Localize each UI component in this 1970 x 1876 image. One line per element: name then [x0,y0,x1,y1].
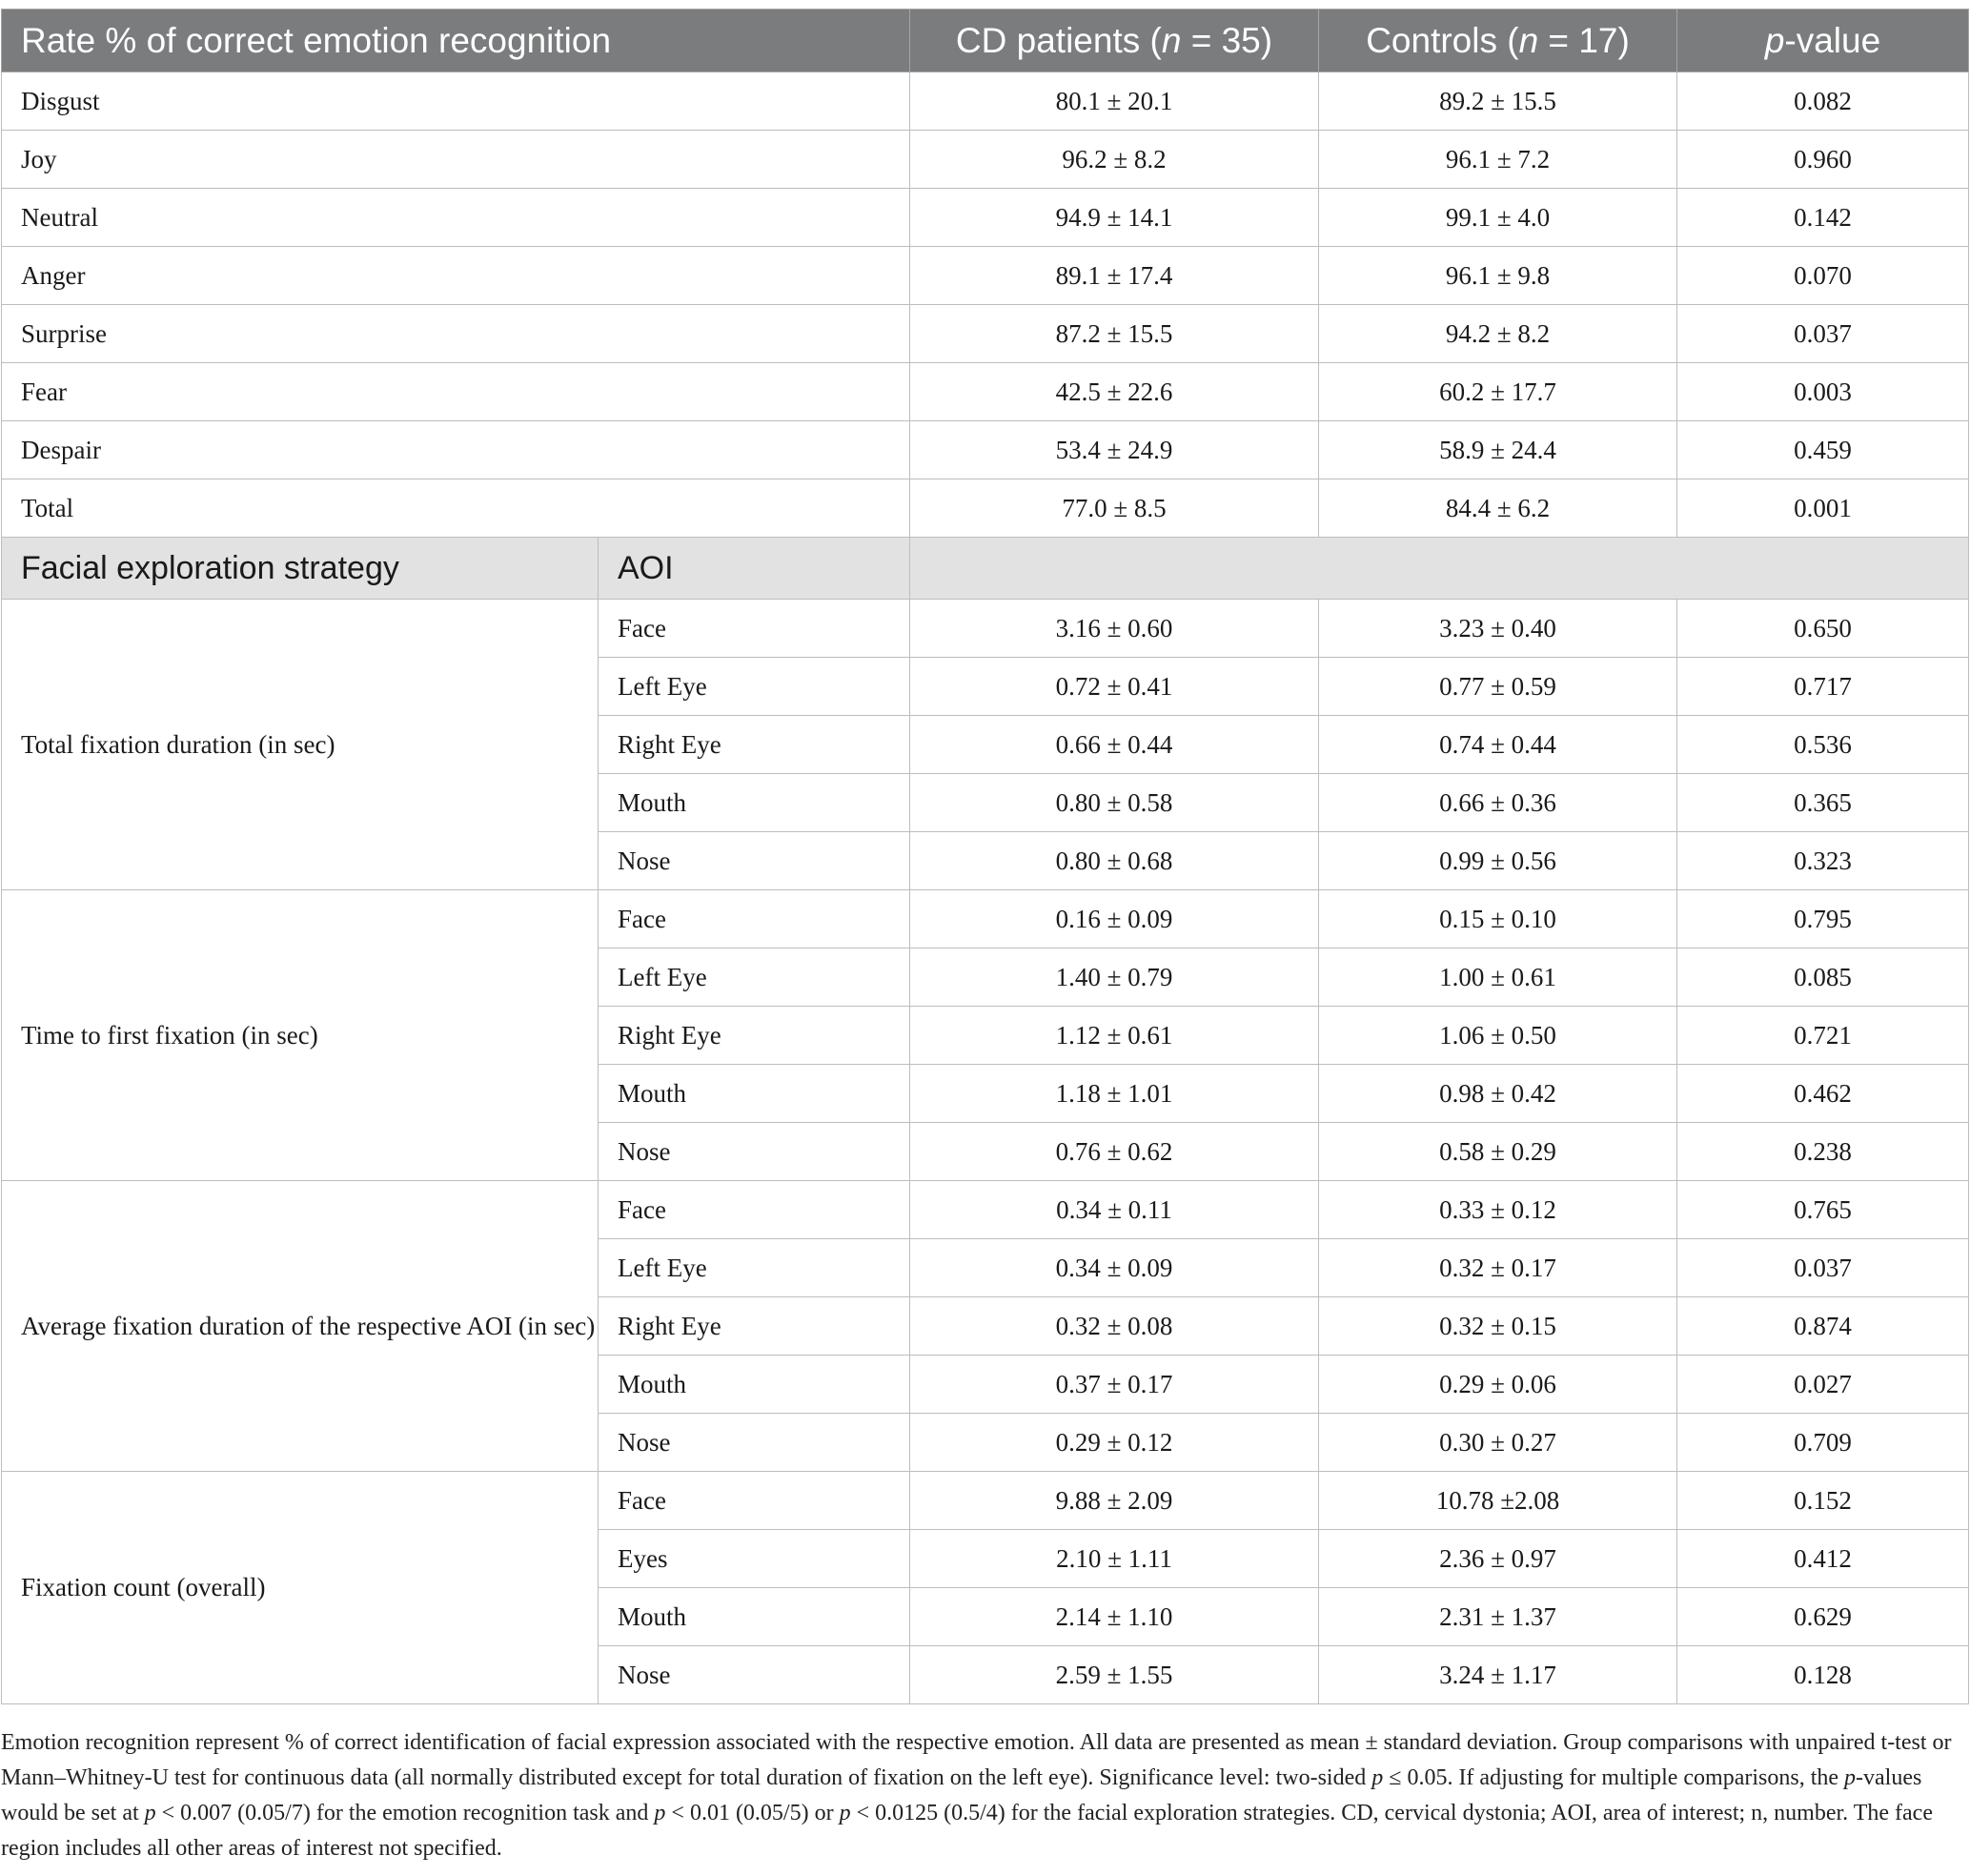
p-value: 0.085 [1677,948,1969,1007]
control-value: 3.24 ± 1.17 [1319,1646,1677,1704]
cd-value: 42.5 ± 22.6 [910,363,1319,421]
aoi-label: Right Eye [599,716,910,774]
control-value: 94.2 ± 8.2 [1319,305,1677,363]
cd-value: 1.12 ± 0.61 [910,1007,1319,1065]
emotion-row [2,247,1969,305]
control-value: 2.31 ± 1.37 [1319,1588,1677,1646]
aoi-label: Mouth [599,774,910,832]
control-value: 0.29 ± 0.06 [1319,1356,1677,1414]
cd-value: 0.34 ± 0.09 [910,1239,1319,1297]
cd-value: 53.4 ± 24.9 [910,421,1319,479]
p-value: 0.152 [1677,1472,1969,1530]
cd-value: 89.1 ± 17.4 [910,247,1319,305]
cd-value: 0.66 ± 0.44 [910,716,1319,774]
aoi-label: Mouth [599,1356,910,1414]
emotion-label: Anger [2,247,910,305]
strategy-label: Total fixation duration (in sec) [2,600,599,890]
p-value: 0.323 [1677,832,1969,890]
aoi-label: Eyes [599,1530,910,1588]
aoi-label: Face [599,890,910,948]
emotion-label: Fear [2,363,910,421]
emotion-row [2,131,1969,189]
control-value: 0.58 ± 0.29 [1319,1123,1677,1181]
cd-value: 3.16 ± 0.60 [910,600,1319,658]
table-header-row [2,10,1969,72]
aoi-label: Face [599,1472,910,1530]
cd-value: 2.59 ± 1.55 [910,1646,1319,1704]
control-value: 0.74 ± 0.44 [1319,716,1677,774]
control-value: 0.33 ± 0.12 [1319,1181,1677,1239]
control-value: 0.15 ± 0.10 [1319,890,1677,948]
strategy-row [2,890,1969,948]
emotion-row [2,363,1969,421]
p-value: 0.027 [1677,1356,1969,1414]
aoi-label: Left Eye [599,658,910,716]
p-value: 0.765 [1677,1181,1969,1239]
aoi-label: Face [599,1181,910,1239]
control-value: 0.77 ± 0.59 [1319,658,1677,716]
aoi-label: Mouth [599,1588,910,1646]
cd-value: 1.18 ± 1.01 [910,1065,1319,1123]
aoi-label: Nose [599,1414,910,1472]
strategy-row [2,600,1969,658]
control-value: 2.36 ± 0.97 [1319,1530,1677,1588]
aoi-label: Face [599,600,910,658]
cd-value: 80.1 ± 20.1 [910,72,1319,131]
results-table [1,9,1969,1704]
p-value: 0.412 [1677,1530,1969,1588]
strategy-label: Fixation count (overall) [2,1472,599,1704]
p-value: 0.142 [1677,189,1969,247]
aoi-label: Right Eye [599,1007,910,1065]
emotion-label: Despair [2,421,910,479]
header-emotion-recognition: Rate % of correct emotion recognition [2,10,910,72]
emotion-label: Surprise [2,305,910,363]
cd-value: 77.0 ± 8.5 [910,479,1319,538]
cd-value: 0.80 ± 0.68 [910,832,1319,890]
subheader-row [2,538,1969,600]
p-value: 0.001 [1677,479,1969,538]
control-value: 1.00 ± 0.61 [1319,948,1677,1007]
control-value: 1.06 ± 0.50 [1319,1007,1677,1065]
cd-value: 0.32 ± 0.08 [910,1297,1319,1356]
control-value: 0.66 ± 0.36 [1319,774,1677,832]
cd-value: 0.72 ± 0.41 [910,658,1319,716]
control-value: 84.4 ± 6.2 [1319,479,1677,538]
cd-value: 9.88 ± 2.09 [910,1472,1319,1530]
table-body [2,72,1969,1704]
p-value: 0.874 [1677,1297,1969,1356]
aoi-label: Nose [599,1646,910,1704]
control-value: 58.9 ± 24.4 [1319,421,1677,479]
control-value: 96.1 ± 9.8 [1319,247,1677,305]
p-value: 0.462 [1677,1065,1969,1123]
aoi-label: Nose [599,832,910,890]
cd-value: 0.16 ± 0.09 [910,890,1319,948]
p-value: 0.128 [1677,1646,1969,1704]
control-value: 99.1 ± 4.0 [1319,189,1677,247]
emotion-row [2,72,1969,131]
header-controls: Controls (n = 17) [1319,10,1677,72]
p-value: 0.459 [1677,421,1969,479]
cd-value: 0.34 ± 0.11 [910,1181,1319,1239]
p-value: 0.650 [1677,600,1969,658]
emotion-row [2,305,1969,363]
control-value: 3.23 ± 0.40 [1319,600,1677,658]
p-value: 0.795 [1677,890,1969,948]
aoi-label: Nose [599,1123,910,1181]
p-value: 0.717 [1677,658,1969,716]
strategy-row [2,1181,1969,1239]
subheader-strategy: Facial exploration strategy [2,538,599,600]
emotion-row [2,479,1969,538]
table-footnote: Emotion recognition represent % of correct identification of facial expression associated with the respective emotion. All data are presented as mean ± standard deviation. Group comparisons with unpaired t-test or Mann–Whitney-U test for continuous data (all normally distributed except for total duration of fixation on the left eye). Significance level: two-sided p ≤ 0.05. If adjusting for multiple comparisons, the p-values would be set at p < 0.007 (0.05/7) for the emotion recognition task and p < 0.01 (0.05/5) or p < 0.0125 (0.5/4) for the facial exploration strategies. CD, cervical dystonia; AOI, area of interest; n, number. The face region includes all other areas of interest not specified. [1,1730,1952,1861]
p-value: 0.003 [1677,363,1969,421]
p-value: 0.709 [1677,1414,1969,1472]
strategy-row [2,1472,1969,1530]
emotion-row [2,421,1969,479]
control-value: 0.32 ± 0.15 [1319,1297,1677,1356]
cd-value: 0.29 ± 0.12 [910,1414,1319,1472]
emotion-label: Total [2,479,910,538]
p-value: 0.536 [1677,716,1969,774]
control-value: 96.1 ± 7.2 [1319,131,1677,189]
p-value: 0.082 [1677,72,1969,131]
emotion-label: Joy [2,131,910,189]
control-value: 0.99 ± 0.56 [1319,832,1677,890]
control-value: 0.98 ± 0.42 [1319,1065,1677,1123]
subheader-blank [910,538,1969,600]
emotion-row [2,189,1969,247]
p-value: 0.629 [1677,1588,1969,1646]
control-value: 0.30 ± 0.27 [1319,1414,1677,1472]
control-value: 60.2 ± 17.7 [1319,363,1677,421]
strategy-label: Time to first fixation (in sec) [2,890,599,1181]
aoi-label: Right Eye [599,1297,910,1356]
control-value: 0.32 ± 0.17 [1319,1239,1677,1297]
p-value: 0.238 [1677,1123,1969,1181]
p-value: 0.365 [1677,774,1969,832]
cd-value: 96.2 ± 8.2 [910,131,1319,189]
cd-value: 0.37 ± 0.17 [910,1356,1319,1414]
aoi-label: Mouth [599,1065,910,1123]
p-value: 0.037 [1677,1239,1969,1297]
p-value: 0.721 [1677,1007,1969,1065]
strategy-label: Average fixation duration of the respective AOI (in sec) [2,1181,599,1472]
p-value: 0.960 [1677,131,1969,189]
cd-value: 0.80 ± 0.58 [910,774,1319,832]
emotion-label: Neutral [2,189,910,247]
header-p-value: p-value [1677,10,1969,72]
aoi-label: Left Eye [599,1239,910,1297]
control-value: 89.2 ± 15.5 [1319,72,1677,131]
control-value: 10.78 ±2.08 [1319,1472,1677,1530]
cd-value: 0.76 ± 0.62 [910,1123,1319,1181]
cd-value: 87.2 ± 15.5 [910,305,1319,363]
cd-value: 1.40 ± 0.79 [910,948,1319,1007]
p-value: 0.070 [1677,247,1969,305]
cd-value: 94.9 ± 14.1 [910,189,1319,247]
cd-value: 2.10 ± 1.11 [910,1530,1319,1588]
emotion-label: Disgust [2,72,910,131]
subheader-aoi: AOI [599,538,910,600]
header-cd-patients: CD patients (n = 35) [910,10,1319,72]
p-value: 0.037 [1677,305,1969,363]
aoi-label: Left Eye [599,948,910,1007]
cd-value: 2.14 ± 1.10 [910,1588,1319,1646]
